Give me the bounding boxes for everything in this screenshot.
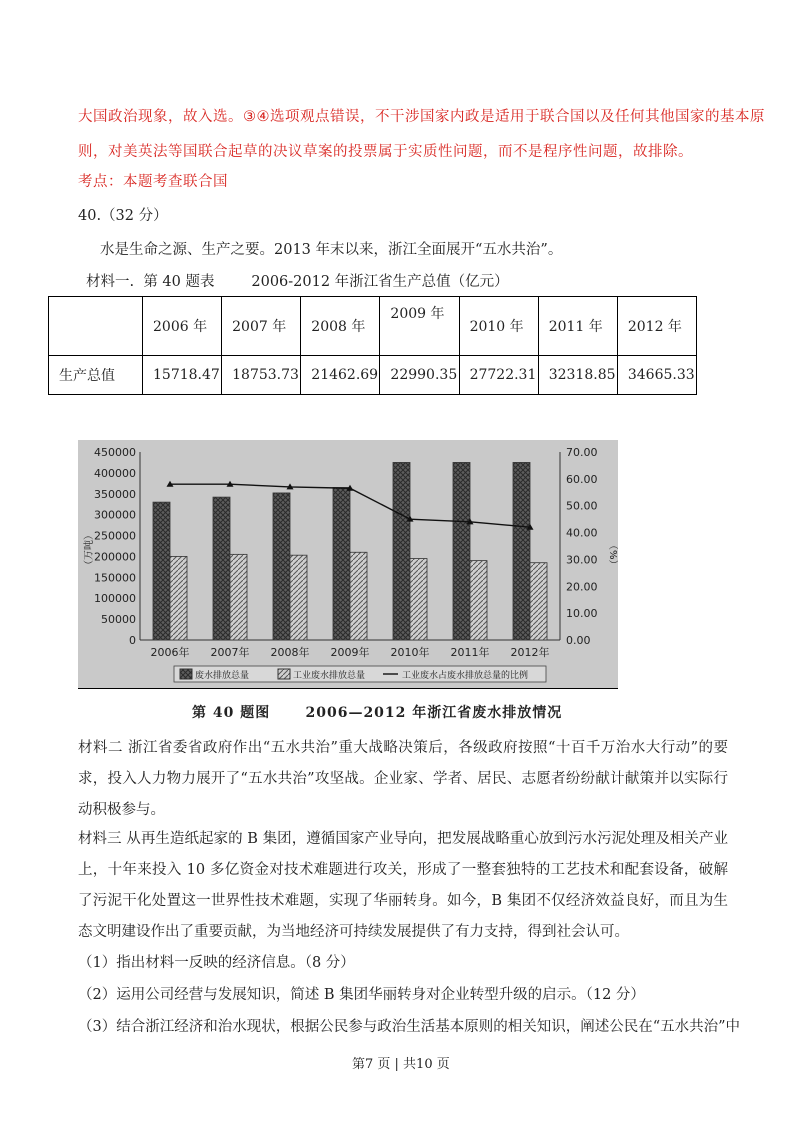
chart-underline xyxy=(78,688,618,689)
right-tick-label: 20.00 xyxy=(566,580,598,594)
legend-label-total: 废水排放总量 xyxy=(195,671,250,681)
x-tick-label: 2010年 xyxy=(390,646,430,659)
bar-industrial-wastewater xyxy=(230,554,247,640)
table-year-cell: 2012 年 xyxy=(617,297,696,356)
material-2: 材料二 浙江省委省政府作出“五水共治”重大战略决策后，各级政府按照“十百千万治水大行动”的要求，投入人力物力展开了“五水共治”攻坚战。企业家、学者、居民、志愿者纷纷献计献策并以实际行动积极参与。 xyxy=(78,740,728,818)
question-2: （2）运用公司经营与发展知识，简述 B 集团华丽转身对企业转型升级的启示。（12 分） xyxy=(78,987,645,1003)
right-tick-label: 0.00 xyxy=(566,634,591,647)
x-tick-label: 2006年 xyxy=(150,646,190,659)
left-tick-label: 250000 xyxy=(94,529,136,543)
right-tick-label: 70.00 xyxy=(566,446,598,459)
bar-industrial-wastewater xyxy=(530,563,547,640)
wastewater-chart-svg xyxy=(78,440,618,688)
bar-industrial-wastewater xyxy=(290,555,307,640)
table-value-cell: 22990.35 xyxy=(380,356,459,395)
table-value-cell: 27722.31 xyxy=(459,356,538,395)
right-tick-label: 10.00 xyxy=(566,607,598,621)
x-tick-label: 2011年 xyxy=(450,646,490,659)
right-tick-label: 40.00 xyxy=(566,526,598,540)
table-row-label: 生产总值 xyxy=(49,356,143,395)
bar-industrial-wastewater xyxy=(170,556,187,640)
table-value-cell: 18753.73 xyxy=(222,356,301,395)
left-tick-label: 100000 xyxy=(94,592,136,606)
bar-total-wastewater xyxy=(393,462,410,640)
table-header-row xyxy=(49,297,697,356)
table-value-cell: 21462.69 xyxy=(301,356,380,395)
table-value-cell: 34665.33 xyxy=(617,356,696,395)
left-tick-label: 200000 xyxy=(94,550,136,564)
left-tick-label: 50000 xyxy=(101,613,136,627)
bar-total-wastewater xyxy=(453,462,470,640)
bar-industrial-wastewater xyxy=(410,559,427,640)
left-tick-label: 400000 xyxy=(94,466,136,480)
question-3: （3）结合浙江经济和治水现状，根据公民参与政治生活基本原则的相关知识，阐述公民在“五水共治”中 xyxy=(78,1019,741,1035)
right-tick-label: 50.00 xyxy=(566,499,598,513)
legend-label-ratio: 工业废水占废水排放总量的比例 xyxy=(402,671,529,681)
table-value-cell: 15718.47 xyxy=(143,356,222,395)
legend-swatch-total xyxy=(180,669,192,679)
material-3: 材料三 从再生造纸起家的 B 集团，遵循国家产业导向，把发展战略重心放到污水污泥处理及相关产业上，十年来投入 10 多亿资金对技术难题进行攻关，形成了一整套独特的工艺技术和配套设备，破解了污泥干化处置这一世界性技术难题，实现了华丽转身。如今，B 集团不仅经济效益良好，而且为生态文明建设作出了重要贡献，为当地经济可持续发展提供了有力支持，得到社会认可。 xyxy=(78,831,728,940)
bar-total-wastewater xyxy=(513,462,530,640)
bar-industrial-wastewater xyxy=(350,552,367,640)
legend-label-industrial: 工业废水排放总量 xyxy=(293,671,366,681)
x-tick-label: 2007年 xyxy=(210,646,250,659)
left-tick-label: 0 xyxy=(129,634,136,647)
x-tick-label: 2012年 xyxy=(510,646,550,659)
left-tick-label: 150000 xyxy=(94,571,136,585)
bar-industrial-wastewater xyxy=(470,561,487,640)
left-tick-label: 350000 xyxy=(94,487,136,501)
chart-caption: 第 40 题图 2006—2012 年浙江省废水排放情况 xyxy=(192,705,563,721)
table-year-cell: 2006 年 xyxy=(143,297,222,356)
table-row xyxy=(49,356,697,395)
table-corner-cell xyxy=(49,297,143,356)
table-year-cell: 2009 年 xyxy=(380,297,459,356)
question-1: （1）指出材料一反映的经济信息。（8 分） xyxy=(78,955,355,971)
right-tick-label: 30.00 xyxy=(566,553,598,567)
table-year-cell: 2011 年 xyxy=(538,297,617,356)
wastewater-chart xyxy=(78,440,618,688)
bar-total-wastewater xyxy=(213,497,230,640)
x-tick-label: 2008年 xyxy=(270,646,310,659)
gdp-table xyxy=(48,296,697,395)
left-tick-label: 450000 xyxy=(94,446,136,459)
legend-swatch-industrial xyxy=(278,669,290,679)
left-tick-label: 300000 xyxy=(94,508,136,522)
bar-total-wastewater xyxy=(333,488,350,640)
table-value-cell: 32318.85 xyxy=(538,356,617,395)
answer-topic: 考点：本题考查联合国 xyxy=(78,174,228,190)
right-axis-title: （%） xyxy=(607,540,618,570)
bar-total-wastewater xyxy=(153,502,170,640)
bar-total-wastewater xyxy=(273,493,290,640)
right-tick-label: 60.00 xyxy=(566,472,598,486)
material1-label: 材料一. 第 40 题表 2006-2012 年浙江省生产总值（亿元） xyxy=(86,274,509,290)
question-number: 40.（32 分） xyxy=(78,208,168,224)
table-year-cell: 2007 年 xyxy=(222,297,301,356)
answer-line-2: 则，对美英法等国联合起草的决议草案的投票属于实质性问题，而不是程序性问题，故排除。 xyxy=(78,144,693,160)
left-axis-title: （万吨） xyxy=(84,530,95,570)
question-intro: 水是生命之源、生产之要。2013 年末以来，浙江全面展开“五水共治”。 xyxy=(100,242,563,258)
x-tick-label: 2009年 xyxy=(330,646,370,659)
table-year-cell: 2010 年 xyxy=(459,297,538,356)
table-year-cell: 2008 年 xyxy=(301,297,380,356)
answer-line-1: 大国政治现象，故入选。③④选项观点错误，不干涉国家内政是适用于联合国以及任何其他国家的基本原 xyxy=(78,109,765,125)
page-footer: 第7 页 | 共10 页 xyxy=(352,1057,450,1072)
